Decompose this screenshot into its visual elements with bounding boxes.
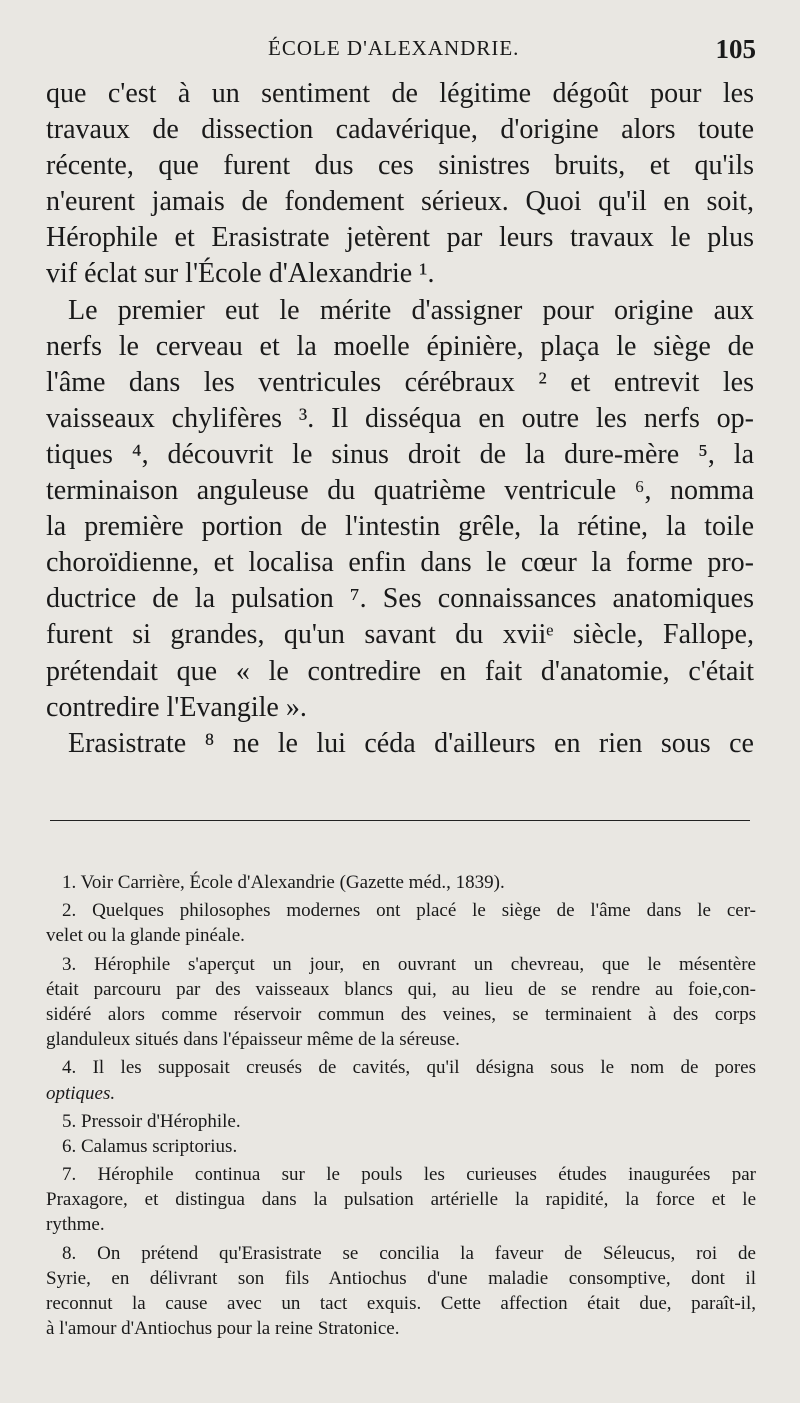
footnote-line: reconnut la cause avec un tact exquis. Cette affection était due, paraît-il, <box>46 1293 756 1314</box>
footnote-line: 2. Quelques philosophes modernes ont placé le siège de l'âme dans le cer- <box>62 900 756 922</box>
main-text <box>46 76 754 762</box>
footnote-7 <box>46 1162 756 1238</box>
footnote-5 <box>46 1109 756 1134</box>
footnote-1 <box>46 870 756 895</box>
text-line: ductrice de la pulsation ⁷. Ses connaissances anatomiques <box>46 583 754 615</box>
footnote-line: 8. On prétend qu'Erasistrate se concilia la faveur de Séleucus, roi de <box>62 1242 756 1264</box>
footnote-2 <box>46 898 756 948</box>
footnote-8 <box>46 1241 756 1342</box>
footnote-line: 6. Calamus scriptorius. <box>62 1135 238 1157</box>
text-line: vif éclat sur l'École d'Alexandrie ¹. <box>46 258 435 290</box>
footnote-rule <box>50 820 750 821</box>
text-line: récente, que furent dus ces sinistres bruits, et qu'ils <box>46 150 754 182</box>
footnote-line: sidéré alors comme réservoir commun des veines, se terminaient à des corps <box>46 1003 756 1025</box>
footnote-line: à l'amour d'Antiochus pour la reine Stratonice. <box>46 1318 400 1340</box>
footnote-line: optiques. <box>46 1082 116 1104</box>
footnote-line: rythme. <box>46 1214 105 1236</box>
text-line: la première portion de l'intestin grêle, la rétine, la toile <box>46 511 754 543</box>
running-head: ÉCOLE D'ALEXANDRIE. <box>268 36 520 60</box>
text-line: n'eurent jamais de fondement sérieux. Quoi qu'il en soit, <box>46 186 754 218</box>
text-line: prétendait que « le contredire en fait d'anatomie, c'était <box>46 655 754 687</box>
page-header <box>0 34 800 66</box>
footnote-line: glanduleux situés dans l'épaisseur même de la séreuse. <box>46 1029 460 1051</box>
text-line: tiques ⁴, découvrit le sinus droit de la dure-mère ⁵, la <box>46 438 754 470</box>
text-line: nerfs le cerveau et la moelle épinière, plaça le siège de <box>46 330 754 362</box>
text-line: Erasistrate ⁸ ne le lui céda d'ailleurs en rien sous ce <box>68 727 754 759</box>
footnote-3 <box>46 952 756 1053</box>
footnote-line: était parcouru par des vaisseaux blancs qui, au lieu de se rendre au foie,con- <box>46 978 756 1000</box>
text-line: vaisseaux chylifères ³. Il disséqua en outre les nerfs op- <box>46 402 754 434</box>
footnote-line: 4. Il les supposait creusés de cavités, qu'il désigna sous le nom de pores <box>62 1057 756 1079</box>
footnote-line: Syrie, en délivrant son fils Antiochus d'une maladie consomptive, dont il <box>46 1267 756 1289</box>
text-line: Hérophile et Erasistrate jetèrent par leurs travaux le plus <box>46 222 754 254</box>
footnote-line: velet ou la glande pinéale. <box>46 925 245 947</box>
footnote-4 <box>46 1055 756 1105</box>
footnotes <box>46 870 756 1341</box>
footnote-line: 5. Pressoir d'Hérophile. <box>62 1110 241 1132</box>
text-line: furent si grandes, qu'un savant du xviiᵉ siècle, Fallope, <box>46 619 754 651</box>
footnote-line: 3. Hérophile s'aperçut un jour, en ouvrant un chevreau, que le mésentère <box>62 953 756 975</box>
page-number: 105 <box>715 34 756 64</box>
footnote-6 <box>46 1134 756 1159</box>
text-line: choroïdienne, et localisa enfin dans le cœur la forme pro- <box>46 547 754 579</box>
text-line: l'âme dans les ventricules cérébraux ² et entrevit les <box>46 366 754 398</box>
text-line: que c'est à un sentiment de légitime dégoût pour les <box>46 78 754 109</box>
text-line: terminaison anguleuse du quatrième ventricule ⁶, nomma <box>46 475 754 507</box>
footnote-line: 1. Voir Carrière, École d'Alexandrie (Gazette méd., 1839). <box>62 872 505 893</box>
text-line: Le premier eut le mérite d'assigner pour origine aux <box>68 294 754 326</box>
text-line: travaux de dissection cadavérique, d'origine alors toute <box>46 114 754 146</box>
text-line: contredire l'Evangile ». <box>46 691 307 723</box>
footnote-line: Praxagore, et distingua dans la pulsation artérielle la rapidité, la force et le <box>46 1189 756 1211</box>
footnote-line: 7. Hérophile continua sur le pouls les curieuses études inaugurées par <box>62 1164 756 1186</box>
